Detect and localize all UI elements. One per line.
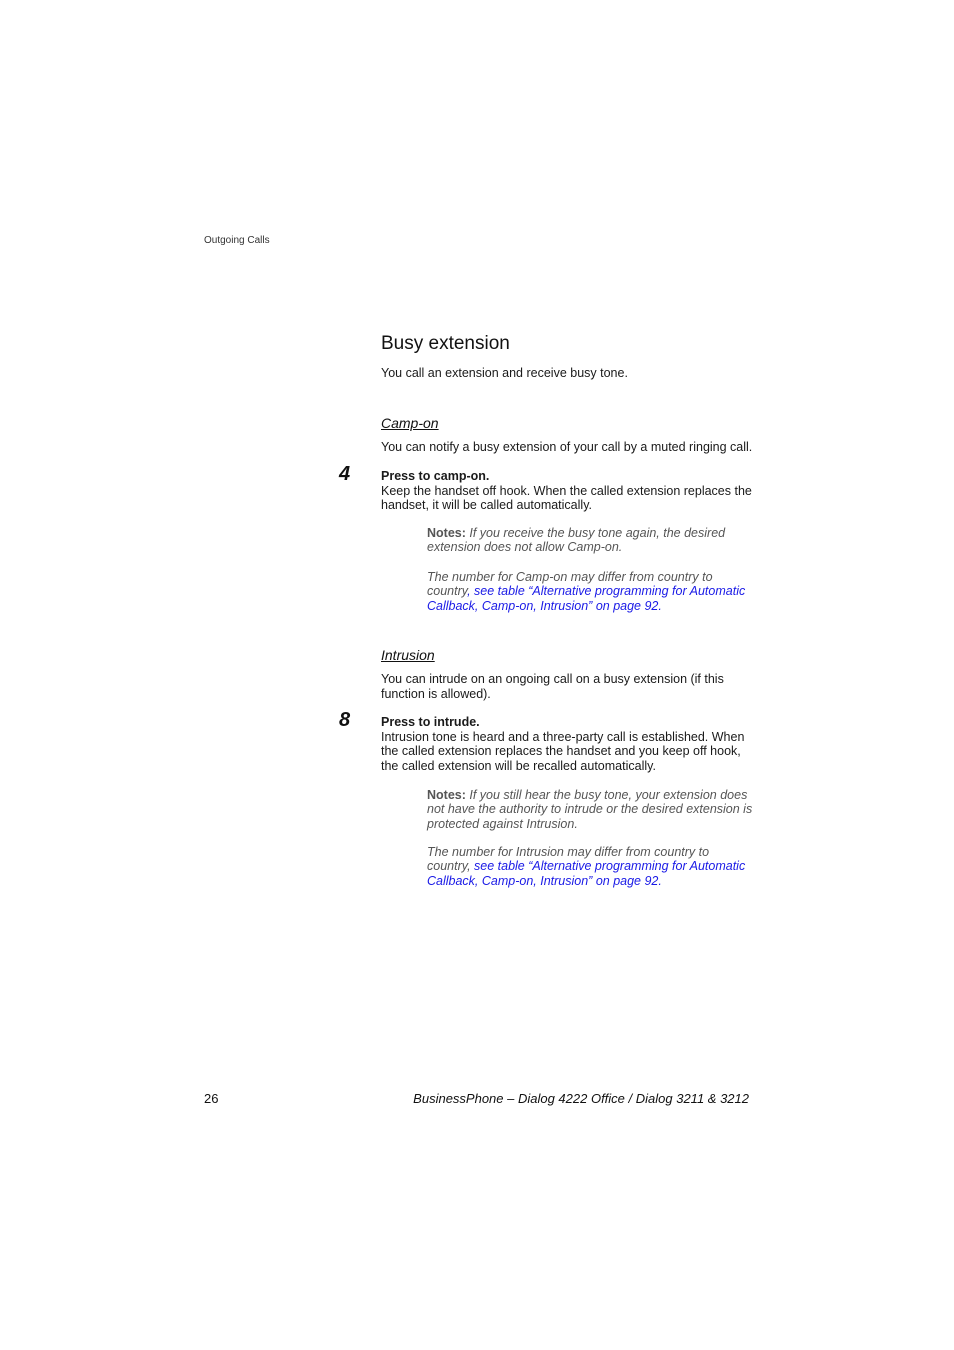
campon-description: You can notify a busy extension of your call by a muted ringing call. <box>381 440 753 454</box>
intrusion-note-label: Notes: <box>427 788 466 802</box>
intrusion-crossref-link[interactable]: see table “Alternative programming for Automatic Callback, Camp-on, Intrusion” on page 92. <box>427 859 746 888</box>
campon-note-2 <box>427 570 753 613</box>
intrusion-description: You can intrude on an ongoing call on a busy extension (if this function is allowed). <box>381 672 724 701</box>
campon-note-1-text: If you receive the busy tone again, the desired extension does not allow Camp-on. <box>427 526 726 555</box>
campon-step <box>381 469 753 513</box>
campon-key-icon: 4 <box>339 463 351 485</box>
campon-step-text: Keep the handset off hook. When the called extension replaces the handset, it will be called automatically. <box>381 483 752 513</box>
intrusion-heading: Intrusion <box>381 647 435 663</box>
intrusion-note-1 <box>427 788 753 831</box>
campon-note-label: Notes: <box>427 526 466 540</box>
intrusion-key-icon: 8 <box>339 709 351 731</box>
page-number: 26 <box>204 1091 219 1106</box>
footer-product-title: BusinessPhone – Dialog 4222 Office / Dialog 3211 & 3212 <box>413 1091 749 1106</box>
page-title: Busy extension <box>381 333 510 354</box>
campon-heading: Camp-on <box>381 415 439 431</box>
intrusion-step-title: Press to intrude. <box>381 715 480 729</box>
campon-crossref-link[interactable]: see table “Alternative programming for Automatic Callback, Camp-on, Intrusion” on page 92. <box>427 584 746 613</box>
intro-text: You call an extension and receive busy tone. <box>381 366 628 380</box>
intrusion-note-1-text: If you still hear the busy tone, your extension does not have the authority to intrude or the desired extension is protected against Intrusion. <box>427 788 753 831</box>
campon-note-2-text: The number for Camp-on may differ from country to country <box>427 570 713 599</box>
campon-step-title: Press to camp-on. <box>381 469 490 483</box>
running-head: Outgoing Calls <box>204 235 270 246</box>
intrusion-note-2-text: The number for Intrusion may differ from country to country, <box>427 845 710 874</box>
campon-note-1 <box>427 526 753 555</box>
intrusion-note-2 <box>427 845 753 888</box>
intrusion-step <box>381 715 753 773</box>
campon-note-2-comma: , <box>467 584 471 599</box>
intrusion-step-text: Intrusion tone is heard and a three-party call is established. When the called extension replaces the handset and you keep off hook, the called extension will be recalled automatically. <box>381 729 745 773</box>
